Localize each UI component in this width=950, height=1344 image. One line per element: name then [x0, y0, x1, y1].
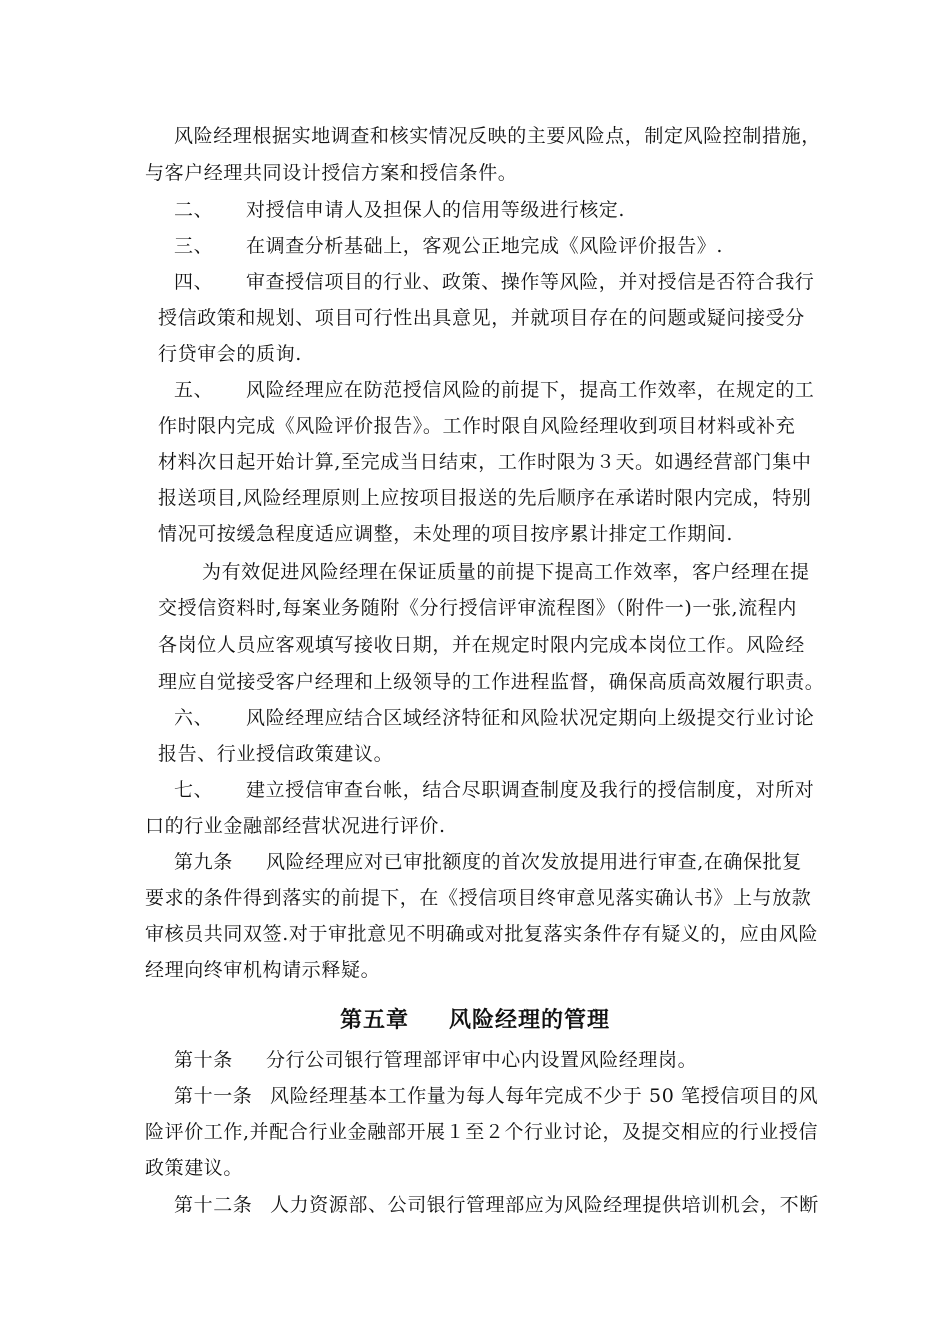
article-text: 风险经理应对已审批额度的首次发放提用进行审查,在确保批复: [266, 851, 802, 873]
item-number: 三、: [174, 235, 214, 257]
chapter-title: 风险经理的管理: [449, 1008, 611, 1033]
paragraph-line: 与客户经理共同设计授信方案和授信条件。: [145, 162, 518, 184]
article-10: [174, 1048, 697, 1072]
article-11: [174, 1084, 818, 1108]
item-text: 材料次日起开始计算,至完成当日结束，工作时限为３天。如遇经营部门集中: [158, 451, 812, 473]
item-text: 风险经理应结合区域经济特征和风险状况定期向上级提交行业讨论: [246, 707, 815, 729]
article-text: 人力资源部、公司银行管理部应为风险经理提供培训机会，不断: [270, 1194, 819, 1216]
item-number: 六、: [174, 707, 214, 729]
article-label: 第十一条: [174, 1085, 253, 1107]
article-text: 审核员共同双签.对于审批意见不明确或对批复落实条件存有疑义的，应由风险: [145, 923, 819, 945]
article-label: 第十二条: [174, 1194, 253, 1216]
item-text: 情况可按缓急程度适应调整，未处理的项目按序累计排定工作期间.: [158, 523, 734, 545]
article-label: 第九条: [174, 851, 233, 873]
chapter-heading: [0, 1003, 950, 1034]
paragraph-line: 理应自觉接受客户经理和上级领导的工作进程监督，确保高质高效履行职责。: [158, 671, 825, 693]
article-text: 险评价工作,并配合行业金融部开展１至２个行业讨论，及提交相应的行业授信: [145, 1121, 819, 1143]
chapter-label: 第五章: [339, 1008, 409, 1033]
list-item: [174, 378, 814, 402]
list-item: [174, 778, 814, 802]
article-text: 要求的条件得到落实的前提下，在《授信项目终审意见落实确认书》上与放款: [145, 887, 812, 909]
paragraph-line: 为有效促进风险经理在保证质量的前提下提高工作效率，客户经理在提: [202, 561, 810, 583]
item-text: 行贷审会的质询.: [158, 343, 302, 365]
paragraph-line: 风险经理根据实地调查和核实情况反映的主要风险点，制定风险控制措施，: [174, 125, 821, 147]
item-text: 在调查分析基础上，客观公正地完成《风险评价报告》.: [246, 235, 724, 257]
article-text: 经理向终审机构请示释疑。: [145, 959, 381, 981]
item-text: 审查授信项目的行业、政策、操作等风险，并对授信是否符合我行: [246, 271, 815, 293]
item-text: 风险经理应在防范授信风险的前提下，提高工作效率，在规定的工: [246, 379, 815, 401]
item-number: 二、: [174, 199, 214, 221]
paragraph-line: 交授信资料时,每案业务随附《分行授信评审流程图》（附件一)一张,流程内: [158, 597, 797, 619]
article-12: [174, 1193, 819, 1217]
item-text: 对授信申请人及担保人的信用等级进行核定.: [246, 199, 626, 221]
article-text: 政策建议。: [145, 1157, 244, 1179]
item-number: 四、: [174, 271, 214, 293]
item-text: 报送项目,风险经理原则上应按项目报送的先后顺序在承诺时限内完成，特别: [158, 487, 812, 509]
list-item: [174, 270, 814, 294]
article-text: 风险经理基本工作量为每人每年完成不少于 50 笔授信项目的风: [270, 1085, 819, 1107]
list-item: [174, 706, 814, 730]
list-item: [174, 234, 723, 258]
item-text: 授信政策和规划、项目可行性出具意见，并就项目存在的问题或疑问接受分: [158, 307, 805, 329]
paragraph-line: 各岗位人员应客观填写接收日期，并在规定时限内完成本岗位工作。风险经: [158, 634, 805, 656]
item-text: 作时限内完成《风险评价报告》。工作时限自风险经理收到项目材料或补充: [158, 415, 796, 437]
article-text: 分行公司银行管理部评审中心内设置风险经理岗。: [266, 1049, 698, 1071]
item-number: 五、: [174, 379, 214, 401]
list-item: [174, 198, 625, 222]
item-text: 口的行业金融部经营状况进行评价.: [145, 815, 446, 837]
item-text: 报告、行业授信政策建议。: [158, 743, 394, 765]
article-9: [174, 850, 802, 874]
item-number: 七、: [174, 779, 214, 801]
item-text: 建立授信审查台帐，结合尽职调查制度及我行的授信制度，对所对: [246, 779, 815, 801]
article-label: 第十条: [174, 1049, 233, 1071]
